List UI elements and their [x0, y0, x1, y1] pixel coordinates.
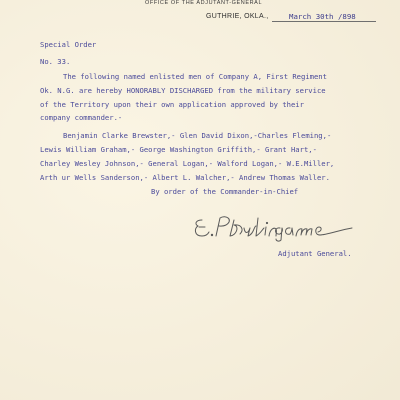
letterhead-place: GUTHRIE, OKLA., [206, 13, 269, 20]
names-line-1: Benjamin Clarke Brewster,- Glen David Dixon,-Charles Fleming,- [63, 131, 332, 140]
handwritten-signature-icon [190, 212, 360, 242]
order-title: Special Order [40, 40, 97, 49]
letter-date: March 30th /898 [289, 12, 356, 21]
body-line-3: of the Territory upon their own application approved by their [40, 100, 304, 109]
signatory-title: Adjutant General. [278, 249, 352, 258]
letterhead-office: OFFICE OF THE ADJUTANT-GENERAL [145, 0, 263, 6]
names-line-3: Charley Wesley Johnson,- General Logan,- Walford Logan,- W.E.Miller, [40, 159, 335, 168]
body-line-2: Ok. N.G. are hereby HONORABLY DISCHARGED from the military service [40, 86, 326, 95]
names-line-4: Arth ur Wells Sanderson,- Albert L. Walcher,- Andrew Thomas Waller. [40, 173, 330, 182]
date-underline [272, 21, 376, 22]
signature [190, 212, 360, 242]
names-line-2: Lewis William Graham,- George Washington Griffith,- Grant Hart,- [40, 145, 317, 154]
closing-line: By order of the Commander-in-Chief [151, 187, 299, 196]
body-line-4: company commander.- [40, 113, 123, 122]
order-number: No. 33. [40, 57, 71, 66]
body-line-1: The following named enlisted men of Company A, First Regiment [63, 72, 327, 81]
